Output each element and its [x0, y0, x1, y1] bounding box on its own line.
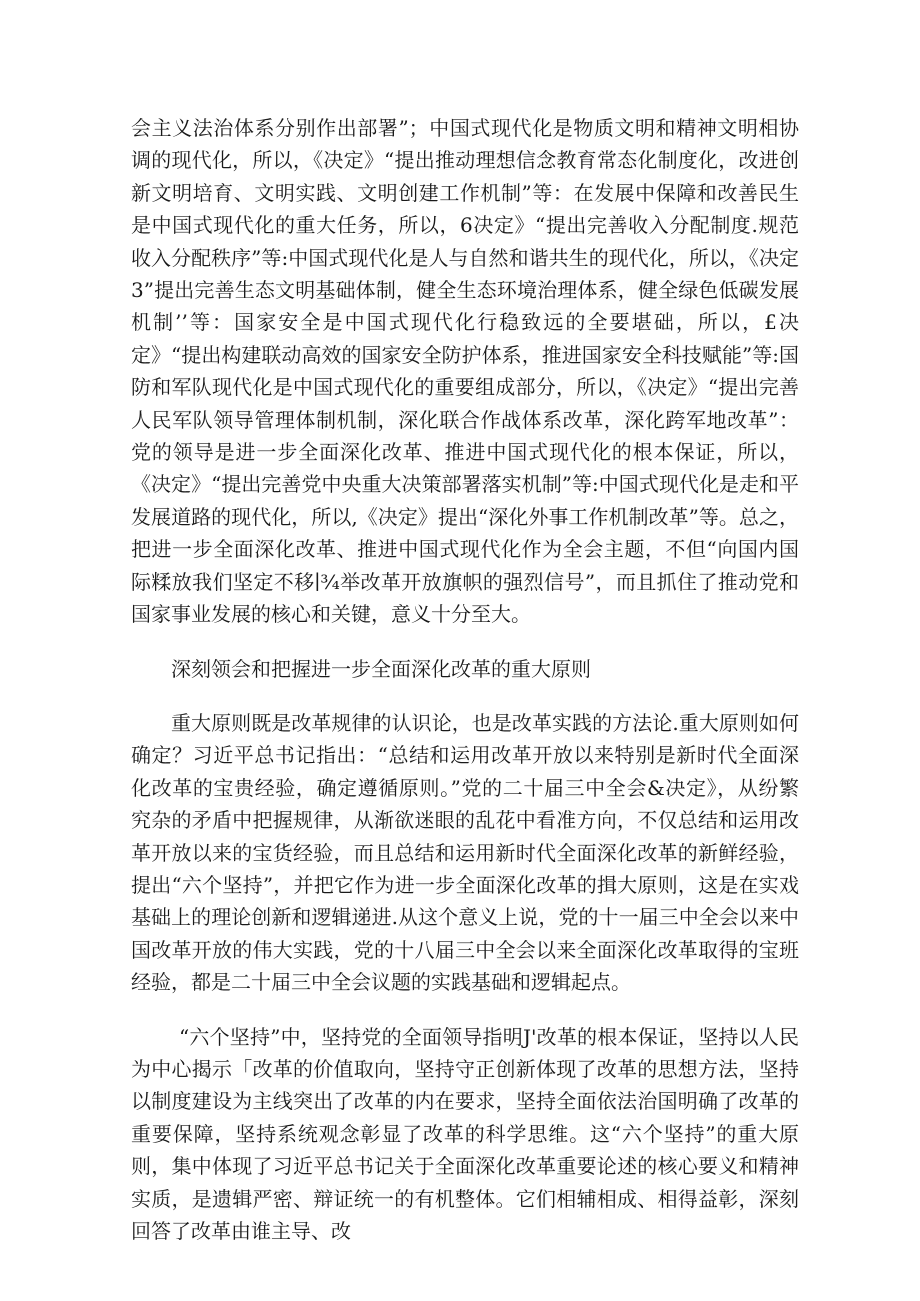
paragraph-continued: 会主义法治体系分别作出部署”；中国式现代化是物质文明和精神文明相协调的现代化，所以，《决定》“提出推动理想信念教育常态化制度化，改进创新文明培育、文明实践、文明创建工作机制”等：在发展中保障和改善民生是中国式现代化的重大任务，所以，6决定》“提出完善收入分配制度.规范收入分配秩序”等:中国式现代化是人与自然和谐共生的现代化，所以，《决定3”提出完善生态文明基础体制，健全生态环境治理体系，健全绿色低碳发展机制’’等：国家安全是中国式现代化行稳致远的全要堪础，所以，£决定》“提出构建联动高效的国家安全防护体系，推进国家安全科技赋能”等:国防和军队现代化是中国式现代化的重要组成部分，所以，《决定》“提出完善人民军队领导管理体制机制，深化联合作战体系改革，深化跨军地改革”：党的领导是进一步全面深化改革、推进中国式现代化的根本保证，所以，《决定》“提出完善党中央重大决策部署落实机制”等:中国式现代化是走和平发展道路的现代化，所以,《决定》提出“深化外事工作机制改革”等。总之，把进一步全面深化改革、推进中国式现代化作为全会主题，不但“向国内国际糅放我们坚定不移∣¾举改革开放旗帜的强烈信号”，而且抓住了推动党和国家事业发展的核心和关键，意义十分至大。: [131, 116, 799, 627]
paragraph-principles: 重大原则既是改革规律的认识论，也是改革实践的方法论.重大原则如何确定？习近平总书记指出：“总结和运用改革开放以来特别是新时代全面深化改革的宝贵经验，确定遵循原则。”党的二十届三中全会&决定》，从纷繁究杂的矛盾中把握规律，从渐欲迷眼的乱花中看准方向，不仅总结和运用改革开放以来的宝货经验，而且总结和运用新时代全面深化改革的新鲜经验，提出“六个坚持”，并把它作为进一步全面深化改革的揖大原则，这是在实戏基础上的理论创新和逻辑递进.从这个意义上说，党的十一届三中全会以来中国改革开放的伟大实践，党的十八届三中全会以来全面深化改革取得的宝班经验，都是二十届三中全会议题的实践基础和逻辑起点。: [131, 710, 799, 995]
paragraph-six-adherences: “六个坚持”中，坚持党的全面领导指明J'改革的根本保证，坚持以人民为中心揭示「改革的价值取向，坚持守正创新体现了改革的思想方法，坚持以制度建设为主线突出了改革的内在要求，坚持全面依法治国明确了改革的重要保障，坚持系统观念彰显了改革的科学思维。这“六个坚持”的重大原则，集中体现了习近平总书记关于全面深化改革重要论述的核心要义和精神实质，是遗辑严密、辩证统一的有机整体。它们相辅相成、相得益彰，深刻回答了改革由谁主导、改: [131, 1024, 799, 1243]
document-body: [131, 112, 799, 1247]
section-heading: 深刻领会和把握进一步全面深化改革的重大原则: [171, 656, 591, 681]
